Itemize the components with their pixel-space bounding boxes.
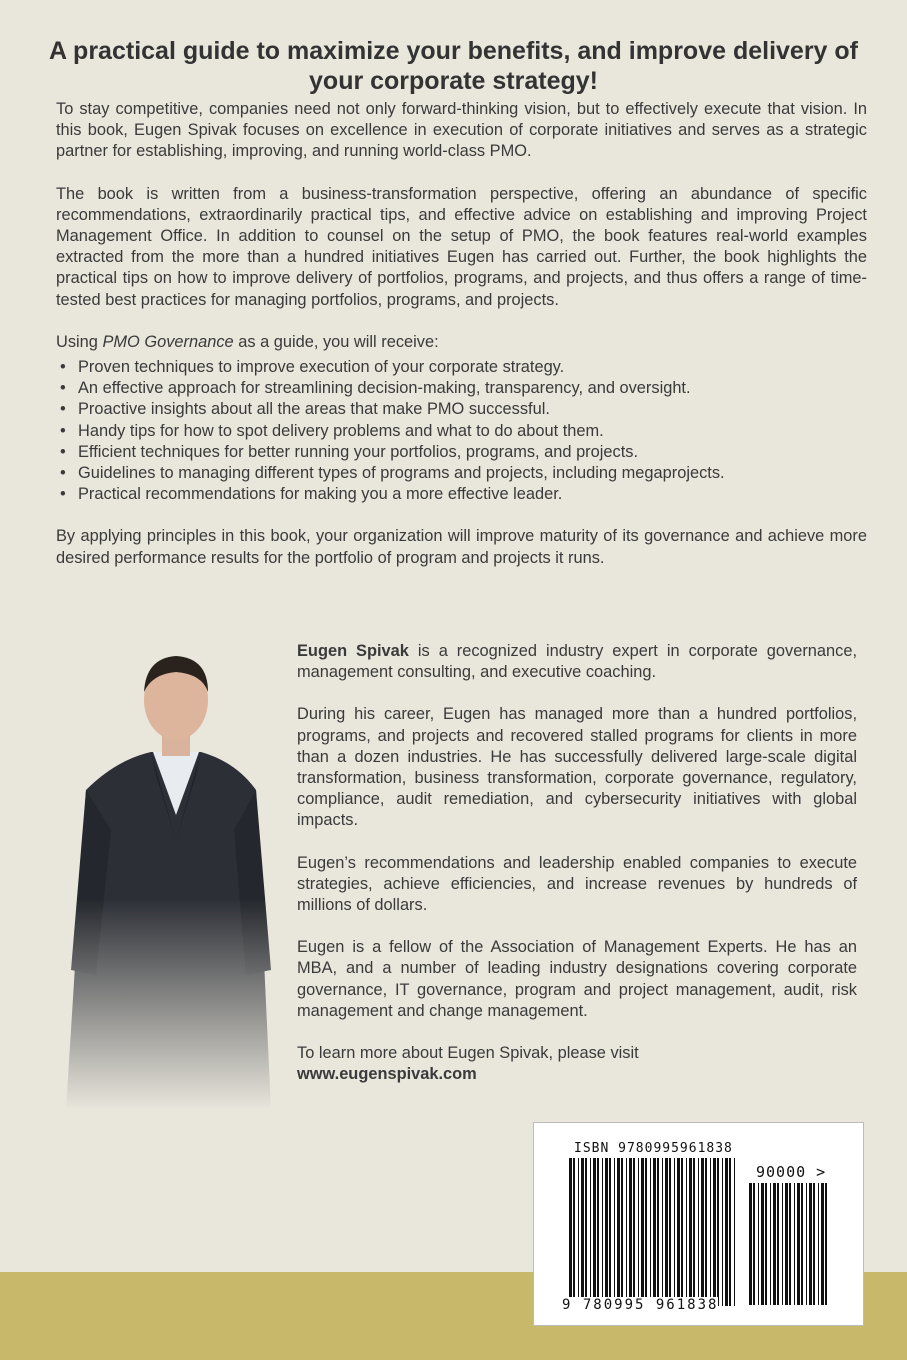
- author-website-link[interactable]: www.eugenspivak.com: [297, 1065, 477, 1084]
- benefits-list: [56, 357, 867, 505]
- list-item: • Efficient techniques for better running your portfolios, programs, and projects.: [56, 442, 867, 463]
- book-title: PMO Governance: [102, 332, 234, 351]
- intro-section: [56, 99, 867, 590]
- author-name: Eugen Spivak: [297, 642, 409, 660]
- bio-paragraph-2: During his career, Eugen has managed more than a hundred portfolios, programs, and projects and recovered stalled programs for clients in more than a dozen industries. He has successfully delivered large-scale digital transformation, business transformation, corporate governance, regulatory, compliance, audit remediation, and cybersecurity initiatives with global impacts.: [297, 705, 857, 830]
- bio-paragraph-1: [297, 641, 857, 683]
- list-item: • Guidelines to managing different types of programs and projects, including megaprojects.: [56, 463, 867, 484]
- list-item: • An effective approach for streamlining decision-making, transparency, and oversight.: [56, 378, 867, 399]
- intro-paragraph-1: To stay competitive, companies need not only forward-thinking vision, but to effectively execute that vision. In this book, Eugen Spivak focuses on excellence in execution of corporate initiatives and serves as a strategic partner for establishing, improving, and running world-class PMO.: [56, 100, 867, 161]
- isbn-barcode: [533, 1122, 864, 1326]
- intro-paragraph-2: The book is written from a business-transformation perspective, offering an abundance of specific recommendations, extraordinarily practical tips, and effective advice on establishing and improving Project Management Office. In addition to counsel on the setup of PMO, the book features real-world examples extracted from the more than a hundred initiatives Eugen has carried out. Further, the book highlights the practical tips on how to improve delivery of portfolios, programs, and projects, and thus offers a range of time-tested best practices for managing portfolios, programs, and projects.: [56, 184, 867, 309]
- closing-paragraph: By applying principles in this book, your organization will improve maturity of its governance and achieve more desired performance results for the portfolio of program and projects it runs.: [56, 527, 867, 567]
- author-photo: [56, 640, 278, 1110]
- learn-more-text: To learn more about Eugen Spivak, please visit: [297, 1044, 639, 1063]
- isbn-label: ISBN 9780995961838: [574, 1141, 733, 1156]
- list-item: • Practical recommendations for making you a more effective leader.: [56, 484, 867, 505]
- list-item: • Proven techniques to improve execution of your corporate strategy.: [56, 357, 867, 378]
- price-code: 90000 >: [756, 1163, 827, 1181]
- ean-barcode-bars: [569, 1158, 739, 1306]
- list-item: • Proactive insights about all the areas that make PMO successful.: [56, 399, 867, 420]
- list-item: • Handy tips for how to spot delivery problems and what to do about them.: [56, 421, 867, 442]
- learn-more: [297, 1043, 857, 1085]
- bio-intro: is a recognized industry expert in corporate governance, management consulting, and executive coaching.: [297, 642, 857, 682]
- using-line: [56, 332, 867, 353]
- headline: A practical guide to maximize your benefits, and improve delivery of your corporate strategy!: [48, 37, 858, 95]
- using-prefix: Using: [56, 332, 103, 351]
- author-bio: [297, 641, 857, 1106]
- price-barcode-bars: [749, 1183, 831, 1305]
- using-suffix: as a guide, you will receive:: [233, 332, 439, 351]
- bio-paragraph-3: Eugen’s recommendations and leadership enabled companies to execute strategies, achieve efficiencies, and increase revenues by hundreds of millions of dollars.: [297, 853, 857, 915]
- barcode-digits: 9 780995 961838: [562, 1297, 719, 1313]
- bio-paragraph-4: Eugen is a fellow of the Association of Management Experts. He has an MBA, and a number of leading industry designations covering corporate governance, IT governance, program and project management, audit, risk management and change management.: [297, 938, 857, 1020]
